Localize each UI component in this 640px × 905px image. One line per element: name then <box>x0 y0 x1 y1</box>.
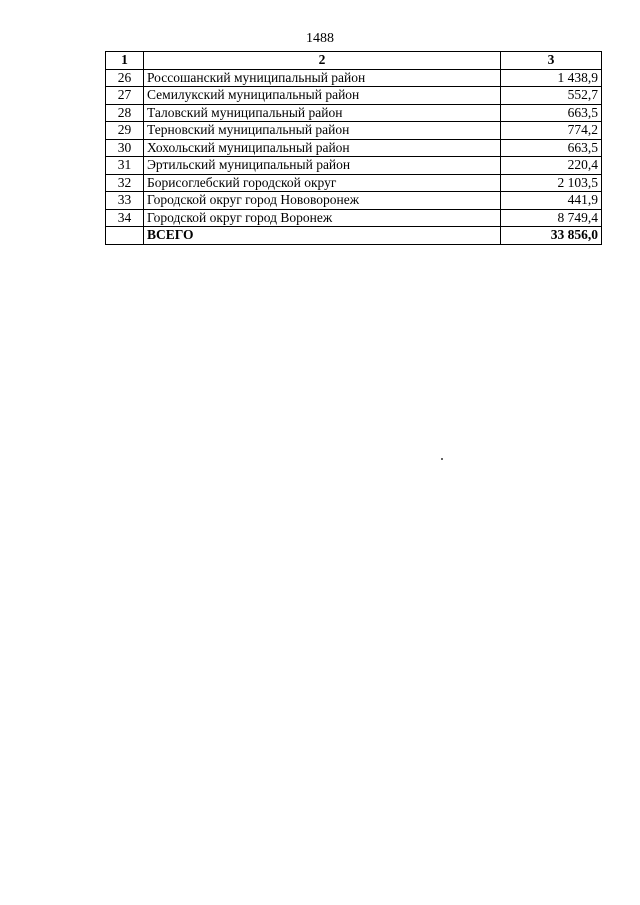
row-value: 552,7 <box>501 87 602 105</box>
page-number: 1488 <box>306 31 334 46</box>
row-name: Хохольский муниципальный район <box>144 139 501 157</box>
row-value: 2 103,5 <box>501 174 602 192</box>
table-row <box>106 174 602 192</box>
table-row <box>106 104 602 122</box>
row-value: 663,5 <box>501 104 602 122</box>
table-row <box>106 122 602 140</box>
table-row <box>106 69 602 87</box>
row-value: 1 438,9 <box>501 69 602 87</box>
row-name: Терновский муниципальный район <box>144 122 501 140</box>
total-label: ВСЕГО <box>144 227 501 245</box>
table-row <box>106 87 602 105</box>
row-name: Семилукский муниципальный район <box>144 87 501 105</box>
column-header-2: 2 <box>144 52 501 70</box>
table-row <box>106 157 602 175</box>
row-name: Эртильский муниципальный район <box>144 157 501 175</box>
header-row <box>106 52 602 70</box>
row-name: Городской округ город Нововоронеж <box>144 192 501 210</box>
column-header-1: 1 <box>106 52 144 70</box>
total-row <box>106 227 602 245</box>
column-header-3: 3 <box>501 52 602 70</box>
row-number: 28 <box>106 104 144 122</box>
scan-speck <box>441 458 443 460</box>
table-body <box>106 69 602 244</box>
row-number: 31 <box>106 157 144 175</box>
row-name: Таловский муниципальный район <box>144 104 501 122</box>
row-name: Россошанский муниципальный район <box>144 69 501 87</box>
table-row <box>106 192 602 210</box>
row-number: 33 <box>106 192 144 210</box>
total-value: 33 856,0 <box>501 227 602 245</box>
row-name: Городской округ город Воронеж <box>144 209 501 227</box>
row-value: 220,4 <box>501 157 602 175</box>
row-number: 27 <box>106 87 144 105</box>
row-value: 441,9 <box>501 192 602 210</box>
row-number: 29 <box>106 122 144 140</box>
row-number: 32 <box>106 174 144 192</box>
table-row <box>106 209 602 227</box>
row-number: 26 <box>106 69 144 87</box>
row-value: 774,2 <box>501 122 602 140</box>
row-number: 34 <box>106 209 144 227</box>
row-value: 8 749,4 <box>501 209 602 227</box>
table-header <box>106 52 602 70</box>
total-number <box>106 227 144 245</box>
row-name: Борисоглебский городской округ <box>144 174 501 192</box>
table-row <box>106 139 602 157</box>
row-number: 30 <box>106 139 144 157</box>
budget-table <box>105 51 602 245</box>
row-value: 663,5 <box>501 139 602 157</box>
